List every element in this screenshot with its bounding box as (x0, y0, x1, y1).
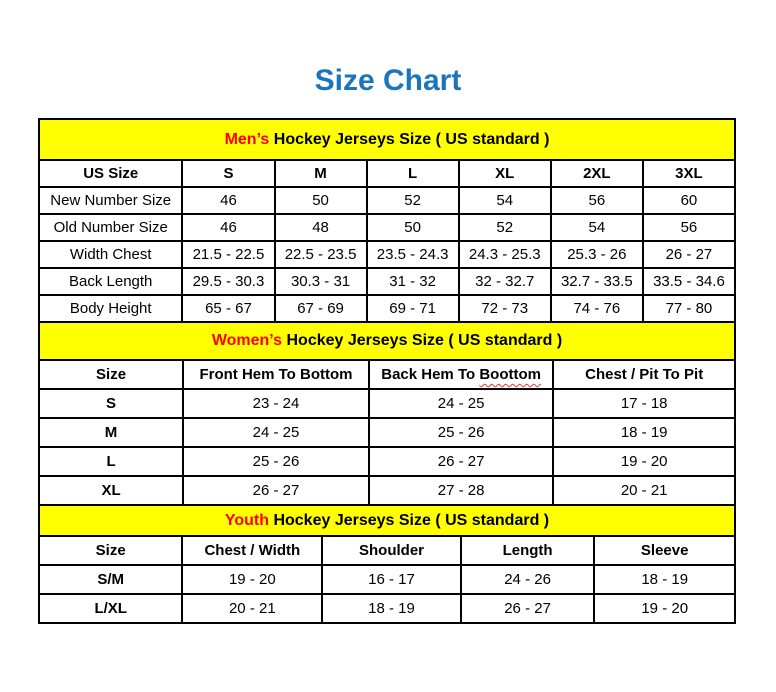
value-cell: 25 - 26 (369, 418, 553, 447)
value-cell: 56 (643, 214, 735, 241)
value-cell: 16 - 17 (322, 565, 461, 594)
value-cell: 32.7 - 33.5 (551, 268, 643, 295)
value-cell: 46 (182, 214, 274, 241)
column-header (369, 360, 553, 389)
youth-size-table (38, 504, 736, 624)
table-row (39, 214, 735, 241)
row-label: Old Number Size (39, 214, 182, 241)
page-title: Size Chart (314, 64, 462, 97)
value-cell: 26 - 27 (183, 476, 369, 505)
section-title-accent: Youth (224, 511, 269, 529)
value-cell: 23 - 24 (183, 389, 369, 418)
value-cell: 26 - 27 (461, 594, 595, 623)
womens-section-header (39, 322, 735, 360)
youth-column-header-row (39, 536, 735, 565)
column-header: Chest / Pit To Pit (553, 360, 735, 389)
column-header: 3XL (643, 160, 735, 187)
table-row (39, 295, 735, 322)
value-cell: 17 - 18 (553, 389, 735, 418)
size-chart-tables (38, 118, 736, 624)
value-cell: 22.5 - 23.5 (275, 241, 367, 268)
value-cell: 50 (367, 214, 459, 241)
youth-section-header-row (39, 505, 735, 536)
mens-section-header (39, 119, 735, 160)
row-label: S (39, 389, 183, 418)
value-cell: 54 (551, 214, 643, 241)
value-cell: 31 - 32 (367, 268, 459, 295)
womens-column-header-row (39, 360, 735, 389)
value-cell: 26 - 27 (643, 241, 735, 268)
value-cell: 19 - 20 (182, 565, 322, 594)
table-row (39, 389, 735, 418)
table-row (39, 241, 735, 268)
womens-section-header-row (39, 322, 735, 360)
value-cell: 32 - 32.7 (459, 268, 551, 295)
value-cell: 67 - 69 (275, 295, 367, 322)
section-title-accent: Women’s (211, 332, 283, 349)
value-cell: 33.5 - 34.6 (643, 268, 735, 295)
section-title-text: Hockey Jerseys Size ( US standard ) (269, 130, 550, 148)
value-cell: 24 - 25 (183, 418, 369, 447)
value-cell: 20 - 21 (182, 594, 322, 623)
table-row (39, 565, 735, 594)
column-header: XL (459, 160, 551, 187)
value-cell: 74 - 76 (551, 295, 643, 322)
mens-size-table (38, 118, 736, 323)
value-cell: 60 (643, 187, 735, 214)
value-cell: 21.5 - 22.5 (182, 241, 274, 268)
value-cell: 24 - 25 (369, 389, 553, 418)
mens-column-header-row (39, 160, 735, 187)
column-header: 2XL (551, 160, 643, 187)
row-label: Back Length (39, 268, 182, 295)
value-cell: 30.3 - 31 (275, 268, 367, 295)
youth-section-header (39, 505, 735, 536)
mens-section-header-row (39, 119, 735, 160)
column-header: L (367, 160, 459, 187)
column-header: Size (39, 536, 182, 565)
table-row (39, 187, 735, 214)
value-cell: 77 - 80 (643, 295, 735, 322)
column-header: M (275, 160, 367, 187)
row-label: Body Height (39, 295, 182, 322)
value-cell: 24 - 26 (461, 565, 595, 594)
column-header: S (182, 160, 274, 187)
row-label: M (39, 418, 183, 447)
value-cell: 24.3 - 25.3 (459, 241, 551, 268)
value-cell: 46 (182, 187, 274, 214)
column-header: US Size (39, 160, 182, 187)
value-cell: 20 - 21 (553, 476, 735, 505)
section-title-text: Hockey Jerseys Size ( US standard ) (269, 511, 550, 529)
table-row (39, 268, 735, 295)
table-row (39, 447, 735, 476)
row-label: L (39, 447, 183, 476)
value-cell: 25.3 - 26 (551, 241, 643, 268)
value-cell: 52 (367, 187, 459, 214)
womens-size-table (38, 321, 736, 506)
value-cell: 27 - 28 (369, 476, 553, 505)
row-label: S/M (39, 565, 182, 594)
value-cell: 23.5 - 24.3 (367, 241, 459, 268)
table-row (39, 418, 735, 447)
value-cell: 65 - 67 (182, 295, 274, 322)
value-cell: 18 - 19 (553, 418, 735, 447)
value-cell: 50 (275, 187, 367, 214)
value-cell: 29.5 - 30.3 (182, 268, 274, 295)
value-cell: 18 - 19 (322, 594, 461, 623)
column-header: Length (461, 536, 595, 565)
section-title-text: Hockey Jerseys Size ( US standard ) (282, 332, 563, 349)
value-cell: 26 - 27 (369, 447, 553, 476)
row-label: XL (39, 476, 183, 505)
value-cell: 18 - 19 (594, 565, 735, 594)
value-cell: 56 (551, 187, 643, 214)
value-cell: 72 - 73 (459, 295, 551, 322)
column-header: Front Hem To Bottom (183, 360, 369, 389)
column-header: Size (39, 360, 183, 389)
value-cell: 48 (275, 214, 367, 241)
row-label: L/XL (39, 594, 182, 623)
column-header: Sleeve (594, 536, 735, 565)
spellcheck-underlined-word: Boottom (479, 366, 541, 383)
row-label: Width Chest (39, 241, 182, 268)
value-cell: 19 - 20 (553, 447, 735, 476)
value-cell: 52 (459, 214, 551, 241)
value-cell: 69 - 71 (367, 295, 459, 322)
column-header: Shoulder (322, 536, 461, 565)
section-title-accent: Men’s (224, 130, 270, 148)
table-row (39, 594, 735, 623)
row-label: New Number Size (39, 187, 182, 214)
value-cell: 54 (459, 187, 551, 214)
value-cell: 25 - 26 (183, 447, 369, 476)
column-header: Chest / Width (182, 536, 322, 565)
column-header-text: Back Hem To (381, 366, 480, 383)
table-row (39, 476, 735, 505)
value-cell: 19 - 20 (594, 594, 735, 623)
